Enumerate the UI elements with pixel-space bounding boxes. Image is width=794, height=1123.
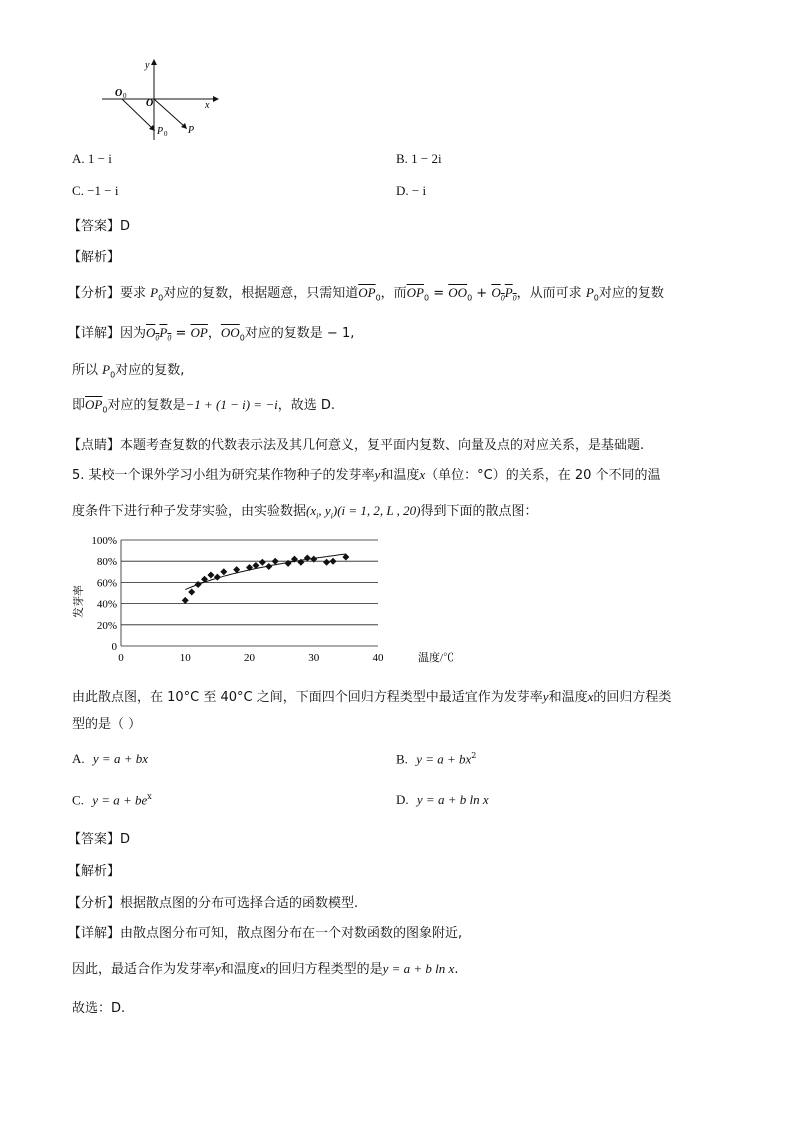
- scatter-chart: [62, 530, 462, 670]
- q5-option-c: C. $y = a + be^x$: [72, 792, 152, 808]
- q5-jiexi: 【解析】: [68, 864, 121, 879]
- q5-fenxi: 【分析】根据散点图的分布可选择合适的函数模型.: [68, 896, 359, 911]
- q4-dianjing: 【点睛】本题考查复数的代数表示法及其几何意义，复平面内复数、向量及点的对应关系，是基础题.: [68, 438, 645, 453]
- q4-answer: 【答案】D: [68, 219, 131, 234]
- fit-curve: [185, 554, 346, 590]
- x-tick-label: 0: [118, 652, 124, 664]
- q4-ji: 即$\overline{OP}_0$对应的复数是−1 + (1 − i) = −i，故选 D.: [72, 397, 335, 415]
- data-point: [265, 563, 272, 570]
- axis-y-label: y: [145, 60, 150, 71]
- q4-option-a: A. 1 − i: [72, 151, 112, 166]
- q4-xiangjie: 【详解】因为$O_0P_0 = \overline{OP}$，$\overline{OO}_0$对应的复数是 − 1,: [68, 325, 355, 343]
- q5-after-line1: 由此散点图，在 10°C 至 40°C 之间，下面四个回归方程类型中最适宜作为发芽率y和温度x的回归方程类: [72, 689, 672, 705]
- data-point: [214, 574, 221, 581]
- q4-fenxi: 【分析】要求 $P_0$对应的复数，根据题意，只需知道$\overline{OP}_0$，而$\overline{OP}_0 = \overline{OO}_0 + O_0P_0$，从而可求 $P_0$对应的复数: [68, 285, 664, 303]
- q4-option-d: D. − i: [396, 183, 427, 198]
- q5-gu: 故选：D.: [72, 1001, 126, 1016]
- x-tick-label: 30: [308, 652, 320, 664]
- label-p0: P: [157, 126, 164, 137]
- q4-suoyi: 所以 $P_0$对应的复数,: [72, 362, 185, 380]
- y-tick-label: 40%: [96, 598, 117, 611]
- y-tick-label: 100%: [91, 535, 117, 547]
- y-tick-label: 80%: [96, 556, 117, 569]
- data-point: [207, 571, 214, 578]
- x-tick-label: 10: [179, 652, 191, 664]
- q5-after-line2: 型的是（ ）: [72, 717, 142, 732]
- chart-grid: [121, 540, 378, 646]
- data-point: [323, 559, 330, 566]
- y-tick-label: 60%: [96, 577, 117, 590]
- data-point: [188, 588, 195, 595]
- q5-answer: 【答案】D: [68, 832, 131, 847]
- q4-option-c: C. −1 − i: [72, 183, 119, 198]
- label-p0-sub: 0: [164, 130, 168, 138]
- q5-option-a: A. y = a + bx: [72, 751, 148, 766]
- q4-option-b: B. 1 − 2i: [396, 151, 442, 166]
- label-o0-sub: 0: [123, 92, 127, 100]
- label-o: O: [146, 98, 154, 109]
- y-tick-label: 20%: [96, 619, 117, 632]
- q4-jiexi: 【解析】: [68, 250, 121, 265]
- data-point: [182, 597, 189, 604]
- x-tick-label: 20: [244, 652, 255, 664]
- q5-stem-line2: 度条件下进行种子发芽实验，由实验数据($x_i$, $y_i)(i = 1$, 2, L , 20)得到下面的散点图：: [72, 503, 538, 521]
- data-point: [220, 568, 227, 575]
- chart-y-ticks: [91, 535, 117, 653]
- chart-x-ticks: [118, 652, 384, 664]
- q5-stem-line1: 5. 某校一个课外学习小组为研究某作物种子的发芽率y和温度x（单位：°C）的关系，在 20 个不同的温: [72, 467, 661, 483]
- q5-option-d: D. y = a + b ln x: [396, 792, 489, 807]
- y-tick-label: 0: [111, 641, 117, 653]
- q5-xiangjie: 【详解】由散点图分布可知，散点图分布在一个对数函数的图象附近,: [68, 926, 463, 941]
- data-point: [330, 558, 337, 565]
- x-tick-label: 40: [372, 652, 384, 664]
- data-point: [259, 559, 266, 566]
- q5-option-b: B. $y = a + bx^2$: [396, 751, 477, 767]
- label-o0: O: [115, 88, 123, 99]
- axis-x-label: x: [205, 100, 210, 111]
- y-axis-label: 发芽率: [73, 585, 85, 618]
- vector-figure: [95, 56, 225, 140]
- data-point: [304, 555, 311, 562]
- q5-yinci: 因此，最适合作为发芽率y和温度x的回归方程类型的是y = a + b ln x.: [72, 961, 459, 977]
- label-p: P: [188, 125, 195, 136]
- data-point: [272, 558, 279, 565]
- x-axis-label: 温度/℃: [418, 652, 455, 664]
